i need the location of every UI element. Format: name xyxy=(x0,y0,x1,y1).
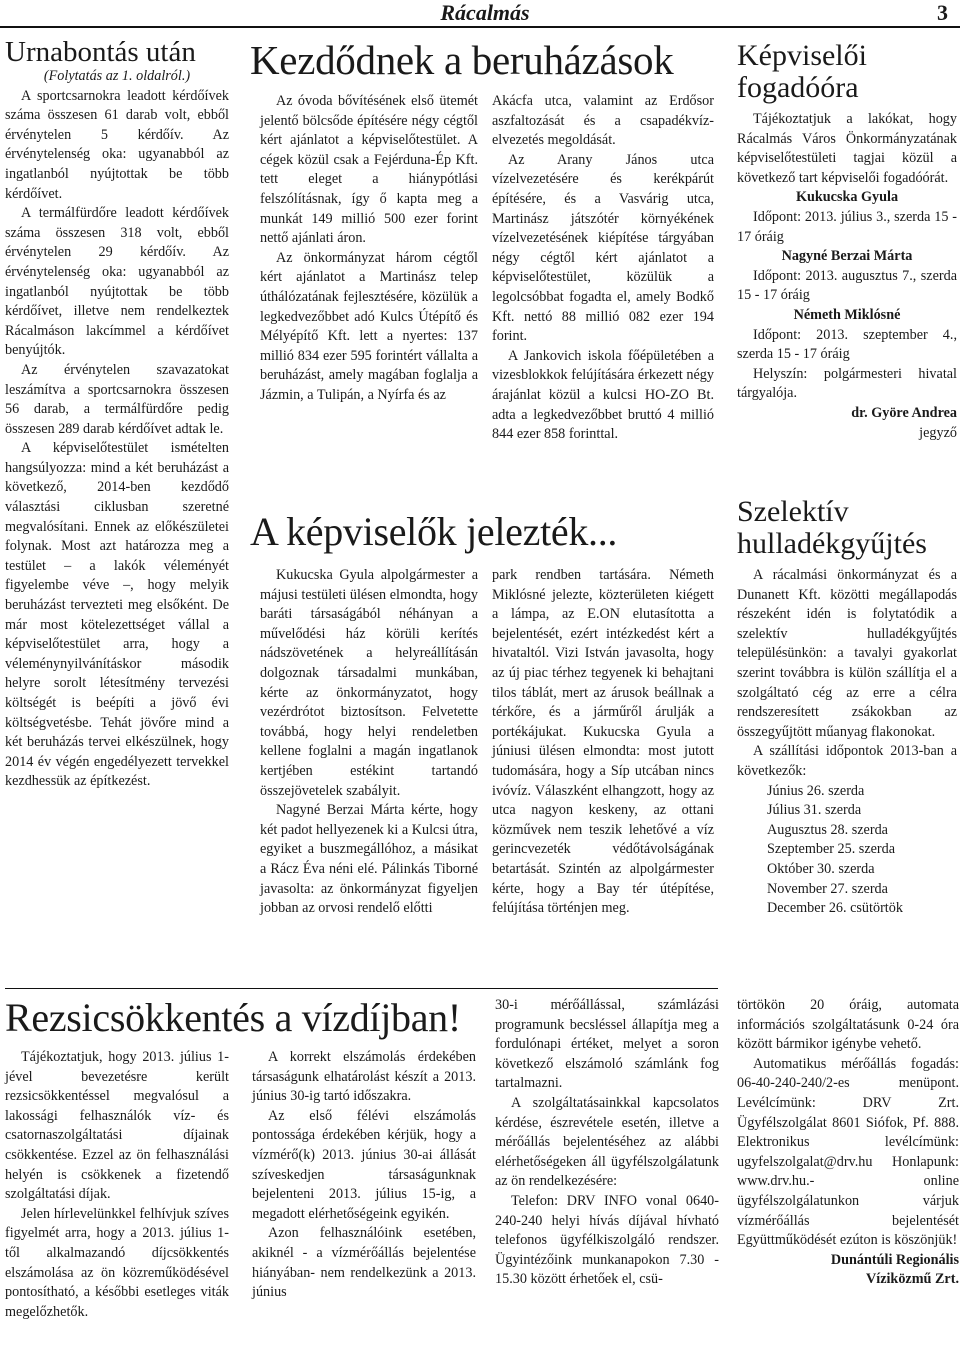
representative-name: Kukucska Gyula xyxy=(795,189,899,206)
list-item: Augusztus 28. szerda xyxy=(767,821,888,838)
paragraph: Az érvénytelen szavazatokat leszámítva a sportcsarnokra összesen 56 darab, a termálfürdőre pedig összesen 289 darab kérdőívet adtak le. xyxy=(5,361,229,437)
paragraph: törtökön 20 óráig, automata információs szolgáltatásunk 0-24 óra között bármikor igénybe vehető. xyxy=(737,997,959,1053)
paragraph: 30-i mérőállással, számlázási programunk becsléssel állapítja meg a fordulónapi értéket, melyet a soron következő elszámoló számlánk fog tartalmazni. xyxy=(495,997,719,1092)
article-heading: Urnabontás után xyxy=(5,36,196,68)
heading-line: fogadóóra xyxy=(737,71,859,104)
signature-title: jegyző xyxy=(919,424,957,441)
article-heading: Kezdődnek a beruházások xyxy=(250,37,674,83)
paragraph: Azon felhasználóink esetében, akiknél - a vízmérőállás bejelentése hiányában- nem rendelkezünk a 2013. június xyxy=(252,1225,476,1301)
list-item: Szeptember 25. szerda xyxy=(767,841,896,858)
article-kepviselok xyxy=(250,509,720,917)
section-divider xyxy=(5,988,718,989)
paragraph: Nagyné Berzai Márta kérte, hogy két padot hellyezenek ki a Kulcsi útra, egyiket a buszmegállóhoz, a másikat a Rácz Éva néni elé. Pálinkás Tiborné javasolta: az önkormányzat figyeljen jobban az orvosi rendelő előtti xyxy=(260,802,478,917)
article-column xyxy=(5,1048,229,1322)
heading-line: Szelektív xyxy=(737,495,849,528)
paragraph: Telefon: DRV INFO vonal 0640-240-240 helyi hívás díjával hívható telefonos ügyfélkiszolgáló rendszer. Ügyintézőink munkanapokon 7.30 - 15.30 között érhetőek el, csü- xyxy=(495,1192,719,1288)
article-column xyxy=(495,996,719,1290)
article-heading: A képviselők jelezték... xyxy=(250,509,618,554)
article-column xyxy=(260,566,478,919)
header-title: Rácalmás xyxy=(440,0,530,25)
paragraph: Jelen hírlevelünkkel felhívjuk szíves figyelmét arra, hogy a 2013. július 1-től alkalmazandó díjcsökkentés elszámolása az ön közreműködésével pontosítható, a későbbi esetleges viták megelőzhetők. xyxy=(5,1205,229,1320)
paragraph: A rácalmási önkormányzat és a Dunanett Kft. közötti megállapodás részeként idén is folytatódik a szelektív hulladékgyűjtés településünkön: a tavalyi gyakorlat szerint továbbra is külön szállítja el a szolgáltató cég az erre a célra rendszeresített zsákokban az összegyűjtött műanyag flakonokat. xyxy=(737,567,957,740)
date-list xyxy=(737,782,957,919)
representative-name: Nagyné Berzai Márta xyxy=(781,248,913,265)
list-item: November 27. szerda xyxy=(767,880,888,897)
paragraph: Az Arany János utca vízelvezetésére és kerékpárút építésére, és a Vasvárig utca, Martinász játszótér környékének vízelvezetésének kiépítése tárgyában négy cégtől kért ajánlatot a képviselőtestület, közülük a legolcsóbbat fogadta el, amely Bodkő Kft. nettó 88 millió 082 ezer 194 forint. xyxy=(492,151,714,345)
paragraph: A sportcsarnokra leadott kérdőívek száma összesen 61 darab volt, ebből érvénytelen 5 kérdőív. Az érvénytelenség oka: ugyanabból az ingatlanból nyújtottak be több kérdőívet. xyxy=(5,87,229,202)
article-rezsi xyxy=(5,995,960,1320)
page-header xyxy=(0,0,960,30)
location: Helyszín: polgármesteri hivatal tárgyalója. xyxy=(737,365,957,402)
article-fogadoora xyxy=(737,40,957,443)
paragraph: Kukucska Gyula alpolgármester a májusi testületi ülésen elmondta, hogy baráti társaságából néhányan a művelődési ház körüli kerítés nádszövetének a helyreállításán dolgoznak társadalmi munkában, kérte az önkormányzatot, hogy vezérdrótot biztosítson. Felvetette továbbá, hogy helyi rendeletben kellene foglalni a magán ingatlanok kertjében estékint tartandó összejövetelek szabályit. xyxy=(260,567,478,799)
paragraph: A szállítási időpontok 2013-ban a következők: xyxy=(737,743,957,779)
list-item: Június 26. szerda xyxy=(767,782,865,799)
article-szelektiv xyxy=(737,496,957,919)
paragraph: Az önkormányzat három cégtől kért ajánlatot a Martinász telep úthálózatának fejlesztésére, közülük a legkedvezőbbet adó Kulcs Útépítő és Mélyépítő Kft. lett a nyertes: 137 millió 834 ezer 595 forintért vállalta a beruházást, amely magában foglalja a Jázmin, a Tulipán, a Nyírfa és az xyxy=(260,249,478,403)
representative-name: Németh Miklósné xyxy=(793,306,901,323)
paragraph: A korrekt elszámolás érdekében társaságunk elhatárolást készít a 2013. június 30-ig tartó időszakra. xyxy=(252,1049,476,1105)
page-number: 3 xyxy=(937,0,948,25)
article-heading: Rezsicsökkentés a vízdíjban! xyxy=(5,995,461,1040)
heading-line: Képviselői xyxy=(737,39,867,72)
paragraph: Az óvoda bővítésének első ütemét jelentő bölcsőde építésére négy cégtől kért ajánlatot a képviselőtestület. A cégek közül csak a Fejérduna-Ép Kft. tett eleget a hiánypótlási felszólításnak, így ő kapta meg a munkát 149 millió 500 ezer forint nettő ajánlati áron. xyxy=(260,93,478,247)
paragraph: Automatikus mérőállás fogadás: 06-40-240-240/2-es menüpont. Levélcímünk: DRV Zrt. Ügyfélszolgálat 8601 Siófok, Pf. 888. Elektronikus levélcímünk: ugyfelszolgalat@drv.hu Honlapunk: www.drv.hu.- online ügyfélszolgálatunkon várjuk vízmérőállás bejelentését Együttműködését ezúton is köszönjük! xyxy=(737,1055,959,1249)
list-item: Október 30. szerda xyxy=(767,860,875,877)
article-beruhazasok xyxy=(250,37,720,443)
article-column xyxy=(492,566,714,919)
paragraph: A képviselőtestület ismételten hangsúlyozza: mind a két beruházást a következő, 2014-ben kezdődő választási ciklusban szeretné megvalósítani. Ennek az előkészületei folynak. Most azt határozza meg a testület – a lakók véleményét figyelembe véve –, hogy melyik beruházást tervezteti meg elsőként. De már most kötelezettséget vállal a képviselőtestület arra, hogy a véleménynyilvánításkor második helyre sorolt létesítmény tervezési költségét is beépíti a jövő évi költségvetésbe. Tehát jövőre mind a két beruházás tervei elkészülnek, hogy 2014 év végén engedélyezett tervekkel kezdhessük az építkezést. xyxy=(5,440,229,790)
paragraph: Az első félévi elszámolás pontossága érdekében kérjük, hogy a vízmérő(k) 2013. június 30-ai állását szíveskedjen társaságunknak bejelenteni 2013. július 15-ig, a megadott elérhetőségeink egyikén. xyxy=(252,1107,476,1222)
paragraph: Akácfa utca, valamint az Erdősor aszfaltozását és a csapadékvíz-elvezetés megoldását. xyxy=(492,93,714,149)
paragraph: park rendben tartására. Németh Miklósné jelezte, közterületen kiégett a lámpa, az E.ON elutasította a bejelentését, ezért intézkedést kért a hivataltól. Vizi István javasolta, hogy az új piac térhez tegyenek ki behajtani tilos táblát, mert az árusok beállnak a térkőre, és a járműről árulják a portékájukat. Kukucska Gyula a júniusi ülésen elmondta: most jutott tudomására, hogy a Síp utcában nincs ivóvíz. Válaszként elhangzott, hogy az utca nagyon keskeny, az ottani közművek nem teszik lehetővé a víz gerincvezeték védőtávolságának betartását. Szintén az alpolgármester kérte, hogy a Bay tér útépítése, felújítása történjen meg. xyxy=(492,567,714,917)
article-column xyxy=(737,996,959,1290)
appointment-time: Időpont: 2013. július 3., szerda 15 - 17 óráig xyxy=(737,208,957,245)
paragraph: A Jankovich iskola főépületében a vizesblokkok felújítására érkezett négy árajánlat közül a kulcsi HO-ZO Bt. adta a legkedvezőbbet bruttó 4 millió 844 ezer 858 forinttal. xyxy=(492,347,714,443)
article-column xyxy=(492,92,714,445)
list-item: December 26. csütörtök xyxy=(767,900,903,917)
article-subtitle: (Folytatás az 1. oldalról.) xyxy=(43,68,191,84)
list-item: Július 31. szerda xyxy=(767,802,862,819)
paragraph: Tájékoztatjuk, hogy 2013. július 1-jével bevezetésre került rezsicsökkentéssel megvalósul a lakossági felhasználók víz- és csatornaszolgáltatási díjainak csökkentése. Ezzel az ön felhasználási helyén is csökkenek a fizetendő szolgáltatási díjak. xyxy=(5,1049,229,1203)
article-urnabontas xyxy=(5,38,229,792)
article-heading xyxy=(737,496,957,560)
appointment-time: Időpont: 2013. augusztus 7., szerda 15 - 17 óráig xyxy=(737,267,957,304)
paragraph: A szolgáltatásainkkal kapcsolatos kérdése, észrevétele esetén, illetve a mérőállás bejelentéséhez az alábbi elérhetőségeken áll ügyfélszolgálatunk az ön rendelkezésére: xyxy=(495,1094,719,1190)
signature-line: Víziközmű Zrt. xyxy=(866,1271,959,1288)
article-heading xyxy=(737,40,957,104)
heading-line: hulladékgyűjtés xyxy=(737,527,927,560)
appointment-time: Időpont: 2013. szeptember 4., szerda 15 - 17 óráig xyxy=(737,326,957,363)
header-rule xyxy=(0,26,960,28)
paragraph: Tájékoztatjuk a lakókat, hogy Rácalmás Város Önkormányzatának képviselőtestületi tagjai közül a következő tart képviselői fogadóórát. xyxy=(737,111,957,186)
paragraph: A termálfürdőre leadott kérdőívek száma összesen 318 volt, ebből érvénytelen 29 kérdőív. Az érvénytelenség oka: ugyanabból az ingatlanból nyújtottak be több kérdőívet, illetve nem rendelkeztek Rácalmáson lakcímmel a kérdőívet benyújtók. xyxy=(5,205,229,359)
article-column xyxy=(252,1048,476,1303)
signature-line: Dunántúli Regionális xyxy=(830,1251,959,1268)
signature-name: dr. Györe Andrea xyxy=(851,404,957,421)
article-column xyxy=(260,92,478,406)
